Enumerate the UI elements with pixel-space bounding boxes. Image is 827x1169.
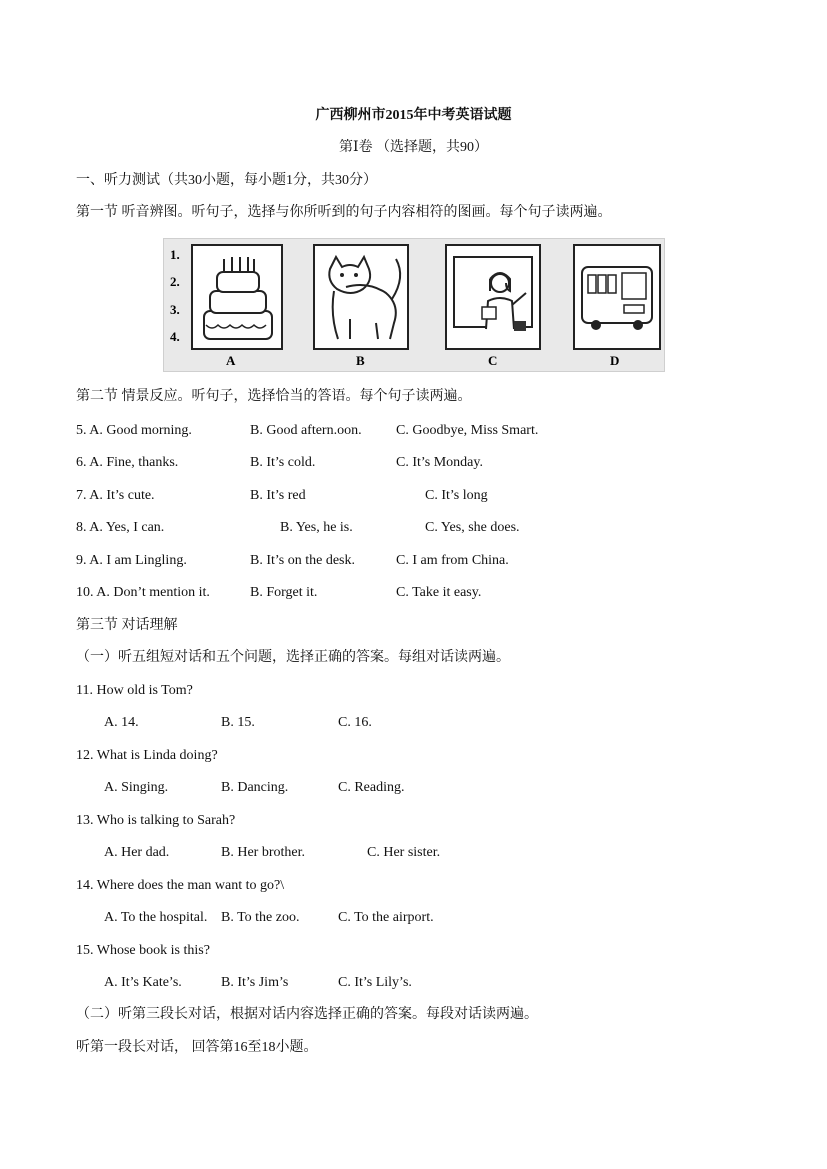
q10-option-b: B. Forget it. — [250, 585, 318, 600]
q14-option-c: C. To the airport. — [338, 910, 434, 925]
q7-option-c: C. It’s long — [425, 488, 488, 503]
page-title: 广西柳州市2015年中考英语试题 — [315, 108, 512, 123]
figure-label-c: C — [488, 353, 498, 368]
part1-heading: 一、听力测试（共30小题，每小题1分，共30分） — [76, 173, 377, 188]
q12-question: 12. What is Linda doing? — [76, 748, 218, 763]
q14-option-a: A. To the hospital. — [104, 910, 208, 925]
cat-icon — [314, 245, 408, 349]
figure-number-2: 2. — [170, 274, 180, 289]
q15-option-b: B. It’s Jim’s — [221, 975, 289, 990]
q13-option-a: A. Her dad. — [104, 845, 170, 860]
subsection2-first-dialogue: 听第一段长对话， 回答第16至18小题。 — [76, 1040, 318, 1055]
q11-option-a: A. 14. — [104, 715, 139, 730]
q13-option-b: B. Her brother. — [221, 845, 305, 860]
q8-option-b: B. Yes, he is. — [280, 520, 353, 535]
q8-option-c: C. Yes, she does. — [425, 520, 520, 535]
q5-option-a: 5. A. Good morning. — [76, 423, 192, 438]
figure-label-b: B — [356, 353, 365, 368]
q5-option-b: B. Good aftern.oon. — [250, 423, 362, 438]
figure-label-d: D — [610, 353, 620, 368]
q14-question: 14. Where does the man want to go?\ — [76, 878, 285, 893]
q10-option-a: 10. A. Don’t mention it. — [76, 585, 210, 600]
figure-number-1: 1. — [170, 247, 180, 262]
q12-option-c: C. Reading. — [338, 780, 405, 795]
subsection2-instruction: （二）听第三段长对话，根据对话内容选择正确的答案。每段对话读两遍。 — [76, 1007, 538, 1022]
q6-option-b: B. It’s cold. — [250, 455, 316, 470]
teacher-at-blackboard-icon — [446, 245, 540, 349]
q9-option-b: B. It’s on the desk. — [250, 553, 355, 568]
q11-question: 11. How old is Tom? — [76, 683, 193, 698]
listening-pictures-figure — [163, 238, 665, 372]
q7-option-b: B. It’s red — [250, 488, 306, 503]
q8-option-a: 8. A. Yes, I can. — [76, 520, 165, 535]
q12-option-b: B. Dancing. — [221, 780, 289, 795]
birthday-cake-icon — [192, 245, 282, 349]
q12-option-a: A. Singing. — [104, 780, 169, 795]
q13-question: 13. Who is talking to Sarah? — [76, 813, 236, 828]
q6-option-c: C. It’s Monday. — [396, 455, 483, 470]
figure-number-4: 4. — [170, 329, 180, 344]
q7-option-a: 7. A. It’s cute. — [76, 488, 155, 503]
q9-option-a: 9. A. I am Lingling. — [76, 553, 187, 568]
volume-heading: 第Ⅰ卷 （选择题，共90） — [338, 140, 489, 155]
q11-option-c: C. 16. — [338, 715, 372, 730]
section3-heading: 第三节 对话理解 — [76, 618, 178, 633]
bus-icon — [574, 245, 660, 349]
q14-option-b: B. To the zoo. — [221, 910, 300, 925]
figure-label-a: A — [226, 353, 236, 368]
section1-instruction: 第一节 听音辨图。听句子，选择与你所听到的句子内容相符的图画。每个句子读两遍。 — [76, 205, 612, 220]
q6-option-a: 6. A. Fine, thanks. — [76, 455, 179, 470]
subsection1-instruction: （一）听五组短对话和五个问题，选择正确的答案。每组对话读两遍。 — [76, 650, 510, 665]
section2-instruction: 第二节 情景反应。听句子，选择恰当的答语。每个句子读两遍。 — [76, 389, 472, 404]
q9-option-c: C. I am from China. — [396, 553, 509, 568]
q15-option-c: C. It’s Lily’s. — [338, 975, 412, 990]
q15-option-a: A. It’s Kate’s. — [104, 975, 182, 990]
figure-number-3: 3. — [170, 302, 180, 317]
q5-option-c: C. Goodbye, Miss Smart. — [396, 423, 539, 438]
q13-option-c: C. Her sister. — [367, 845, 441, 860]
q10-option-c: C. Take it easy. — [396, 585, 482, 600]
q11-option-b: B. 15. — [221, 715, 255, 730]
q15-question: 15. Whose book is this? — [76, 943, 210, 958]
